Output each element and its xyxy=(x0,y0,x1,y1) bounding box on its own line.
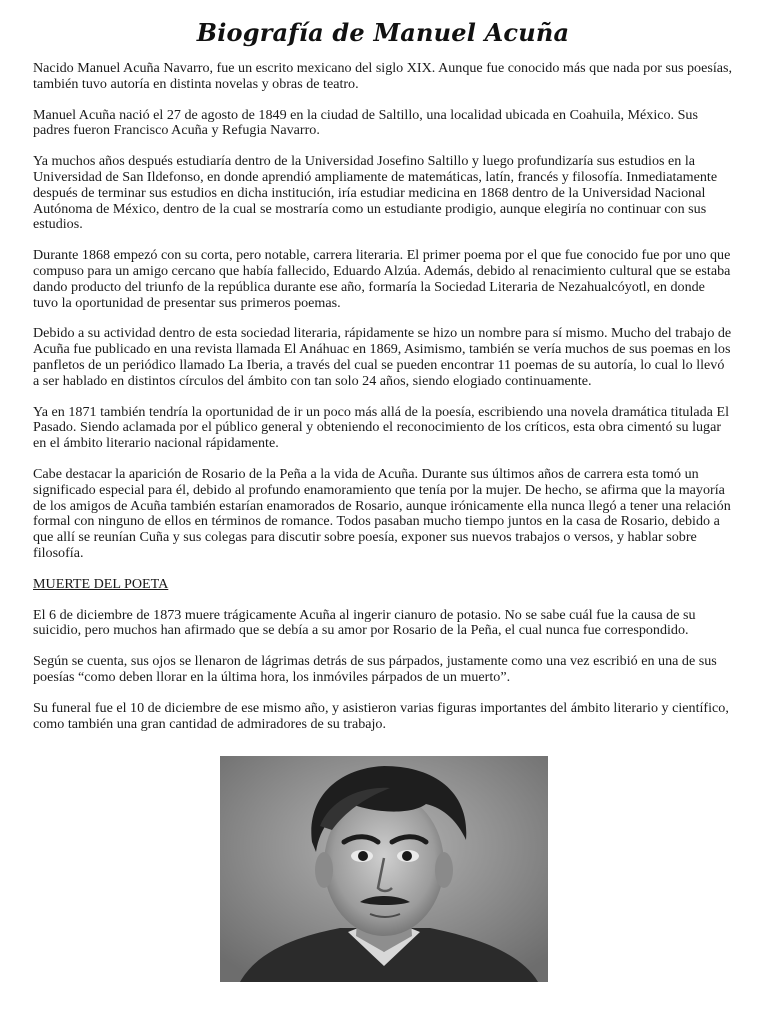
paragraph-birth: Manuel Acuña nació el 27 de agosto de 1849 en la ciudad de Saltillo, una localidad ubicada en Coahuila, México. Sus padres fueron Francisco Acuña y Refugia Navarro. xyxy=(33,106,698,139)
page-title: Biografía de Manuel Acuña xyxy=(196,18,570,47)
section-heading-death: MUERTE DEL POETA xyxy=(33,575,169,592)
paragraph-death: El 6 de diciembre de 1873 muere trágicamente Acuña al ingerir cianuro de potasio. No se sabe cuál fue la causa de su suicidio, pero muchos han afirmado que se debía a su amor por Rosario de la Peña, el cual nunca fue correspondido. xyxy=(33,606,696,639)
paragraph-literary-career: Durante 1868 empezó con su corta, pero notable, carrera literaria. El primer poema por el que fue conocido fue por uno que compuso para un amigo cercano que había fallecido, Eduardo Alzúa. Además, debido al renacimiento cultural que se estaba dando producto del triunfo de la república durante ese año, formaría la Sociedad Literaria de Nezahualcóyotl, en donde tuvo la oportunidad de presentar sus primeros poemas. xyxy=(33,247,731,311)
paragraph-tears: Según se cuenta, sus ojos se llenaron de lágrimas detrás de sus párpados, justamente como una vez escribió en una de sus poesías “como deben llorar en la última hora, los inmóviles párpados de un muerto”. xyxy=(33,653,717,685)
paragraph-publications: Debido a su actividad dentro de esta sociedad literaria, rápidamente se hizo un nombre para sí mismo. Mucho del trabajo de Acuña fue publicado en una revista llamada El Anáhuac en 1869, Asimismo, también se vería muchos de sus poemas en los panfletos de un periódico llamado La Iberia, a través del cual se pueden encontrar 11 poemas de su autoría, lo cual lo llevó a ser hablado en distintos círculos del ámbito con tan solo 24 años, siendo elogiado continuamente. xyxy=(33,325,732,389)
paragraph-rosario: Cabe destacar la aparición de Rosario de la Peña a la vida de Acuña. Durante sus últimos años de carrera esta tomó un significado especial para él, debido al profundo enamoramiento que tenía por la mujer. De hecho, se afirma que la mayoría de los amigos de Acuña también estarían enamorados de Rosario, aunque irónicamente ella nunca llegó a tener una relación formal con ninguno de ellos en términos de romance. Todos pasaban mucho tiempo juntos en la casa de Rosario, debido a que allí se reunían Cuña y sus colegas para discutir sobre poesía, exponer sus nuevos trabajos o versos, y hablar sobre filosofía. xyxy=(33,465,731,561)
paragraph-intro: Nacido Manuel Acuña Navarro, fue un escrito mexicano del siglo XIX. Aunque fue conocido más que nada por sus poesías, también tuvo autoría en distinta novelas y obras de teatro. xyxy=(33,60,733,92)
portrait-image xyxy=(220,756,548,982)
paragraph-funeral: Su funeral fue el 10 de diciembre de ese mismo año, y asistieron varias figuras importantes del ámbito literario y científico, como también una gran cantidad de admiradores de su trabajo. xyxy=(33,699,729,732)
paragraph-novel: Ya en 1871 también tendría la oportunidad de ir un poco más allá de la poesía, escribiendo una novela dramática titulada El Pasado. Siendo aclamada por el público general y obteniendo el reconocimiento de los críticos, esta obra cimentó su lugar en el ámbito literario nacional rápidamente. xyxy=(33,403,729,452)
document-page xyxy=(33,18,733,747)
portrait-drawing xyxy=(220,756,548,982)
paragraph-studies: Ya muchos años después estudiaría dentro de la Universidad Josefino Saltillo y luego profundizaría sus estudios en la Universidad de San Ildefonso, en donde aprendió ampliamente de matemáticas, latín, francés y filosofía. Inmediatamente después de terminar sus estudios en dicha institución, iría estudiar medicina en 1868 dentro de la Universidad Nacional Autónoma de México, dentro de la cual se mostraría como un estudiante prodigio, aunque elegiría no continuar con sus estudios. xyxy=(33,153,718,233)
